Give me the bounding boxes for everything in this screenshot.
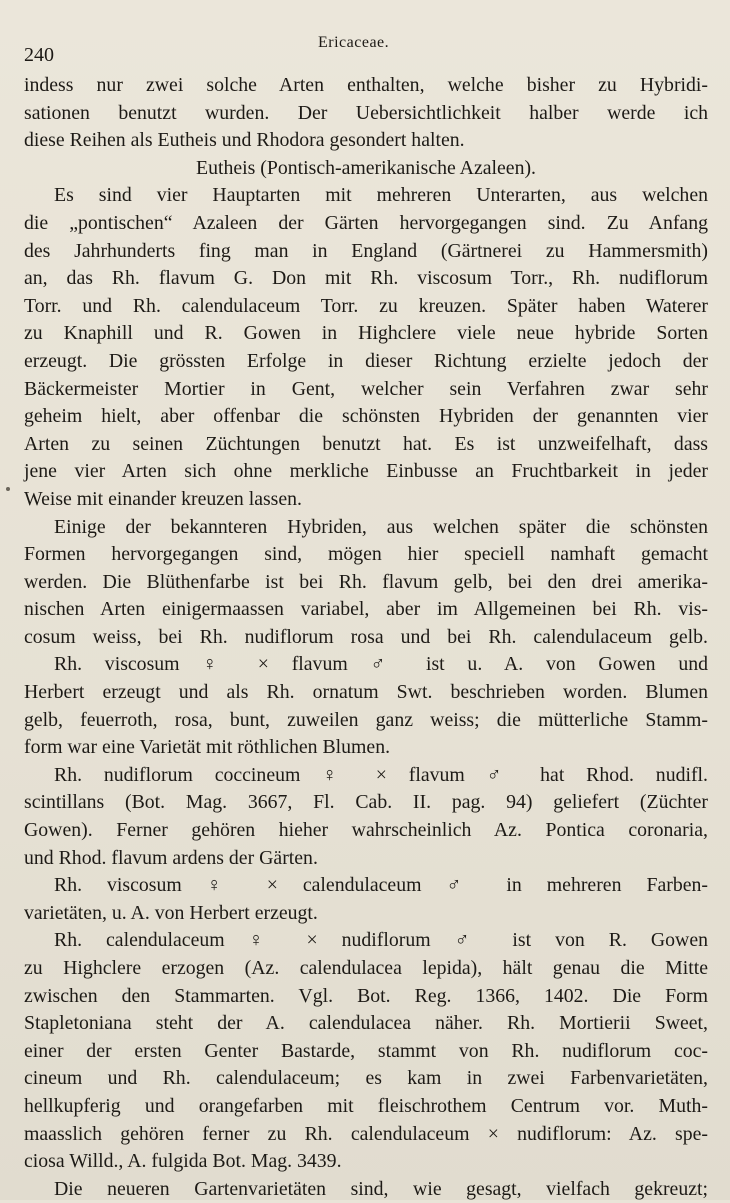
- text-line: Herbert erzeugt und als Rh. ornatum Swt. beschrieben worden. Blumen: [24, 681, 708, 704]
- text-line: hellkupferig und orangefarben mit fleischrothem Centrum vor. Muth-: [24, 1094, 708, 1117]
- text-line: und Rhod. flavum ardens der Gärten.: [24, 846, 318, 869]
- text-line: indess nur zwei solche Arten enthalten, welche bisher zu Hybridi-: [24, 74, 708, 96]
- body-text: [24, 72, 708, 1203]
- text-line: form war eine Varietät mit röthlichen Blumen.: [24, 736, 391, 759]
- text-line: Einige der bekannteren Hybriden, aus welchen später die schönsten: [54, 515, 708, 538]
- text-line: zwischen den Stammarten. Vgl. Bot. Reg. 1366, 1402. Die Form: [24, 984, 708, 1007]
- text-line: sationen benutzt wurden. Der Uebersichtlichkeit halber werde ich: [24, 101, 708, 124]
- text-line: werden. Die Blüthenfarbe ist bei Rh. flavum gelb, bei den drei amerika-: [24, 570, 708, 593]
- margin-mark: [6, 487, 10, 491]
- text-line: cosum weiss, bei Rh. nudiflorum rosa und bei Rh. calendulaceum gelb.: [24, 625, 708, 648]
- text-line: Rh. viscosum ♀ × flavum ♂ ist u. A. von Gowen und: [54, 653, 708, 676]
- page-header: [0, 30, 730, 66]
- text-line: Rh. calendulaceum ♀ × nudiflorum ♂ ist von R. Gowen: [54, 929, 708, 952]
- text-line: Torr. und Rh. calendulaceum Torr. zu kreuzen. Später haben Waterer: [24, 294, 708, 317]
- text-line: Stapletoniana steht der A. calendulacea näher. Rh. Mortierii Sweet,: [24, 1012, 708, 1035]
- text-line: Rh. viscosum ♀ × calendulaceum ♂ in mehreren Farben-: [54, 874, 708, 897]
- text-line: geheim hielt, aber offenbar die schönsten Hybriden der genannten vier: [24, 405, 708, 428]
- text-line: cineum und Rh. calendulaceum; es kam in zwei Farbenvarietäten,: [24, 1067, 708, 1090]
- running-head: Ericaceae.: [318, 34, 390, 51]
- text-line: Bäckermeister Mortier in Gent, welcher sein Verfahren zwar sehr: [24, 377, 708, 400]
- section-heading: Eutheis (Pontisch-amerikanische Azaleen).: [195, 156, 536, 179]
- text-line: die „pontischen“ Azaleen der Gärten hervorgegangen sind. Zu Anfang: [24, 211, 708, 234]
- text-line: zu Knaphill und R. Gowen in Highclere viele neue hybride Sorten: [24, 322, 708, 345]
- page-number: 240: [24, 44, 54, 66]
- text-line: des Jahrhunderts fing man in England (Gärtnerei zu Hammersmith): [24, 239, 708, 262]
- text-line: maasslich gehören ferner zu Rh. calendulaceum × nudiflorum: Az. spe-: [24, 1122, 708, 1145]
- text-line: an, das Rh. flavum G. Don mit Rh. viscosum Torr., Rh. nudiflorum: [24, 267, 708, 290]
- text-line: jene vier Arten sich ohne merkliche Einbusse an Fruchtbarkeit in jeder: [24, 460, 708, 483]
- text-line: Weise mit einander kreuzen lassen.: [24, 487, 302, 510]
- text-line: Gowen). Ferner gehören hieher wahrscheinlich Az. Pontica coronaria,: [24, 819, 708, 842]
- text-line: erzeugt. Die grössten Erfolge in dieser Richtung erzielte jedoch der: [24, 349, 708, 372]
- text-line: zu Highclere erzogen (Az. calendulacea lepida), hält genau die Mitte: [24, 957, 708, 979]
- text-line: Es sind vier Hauptarten mit mehreren Unterarten, aus welchen: [54, 184, 708, 207]
- text-line: ciosa Willd., A. fulgida Bot. Mag. 3439.: [24, 1150, 342, 1173]
- text-line: nischen Arten einigermaassen variabel, aber im Allgemeinen bei Rh. vis-: [24, 598, 708, 621]
- text-line: diese Reihen als Eutheis und Rhodora gesondert halten.: [24, 129, 465, 152]
- text-line: scintillans (Bot. Mag. 3667, Fl. Cab. II. pag. 94) geliefert (Züchter: [24, 791, 708, 814]
- text-line: gelb, feuerroth, rosa, bunt, zuweilen ganz weiss; die mütterliche Stamm-: [24, 708, 708, 731]
- text-line: Formen hervorgegangen sind, mögen hier speciell namhaft gemacht: [24, 543, 708, 566]
- text-line: Arten zu seinen Züchtungen benutzt hat. Es ist unzweifelhaft, dass: [24, 432, 708, 455]
- text-line: einer der ersten Genter Bastarde, stammt von Rh. nudiflorum coc-: [24, 1039, 708, 1062]
- text-line: Die neueren Gartenvarietäten sind, wie gesagt, vielfach gekreuzt;: [54, 1177, 708, 1200]
- text-line: varietäten, u. A. von Herbert erzeugt.: [24, 901, 318, 924]
- text-line: Rh. nudiflorum coccineum ♀ × flavum ♂ hat Rhod. nudifl.: [54, 763, 708, 786]
